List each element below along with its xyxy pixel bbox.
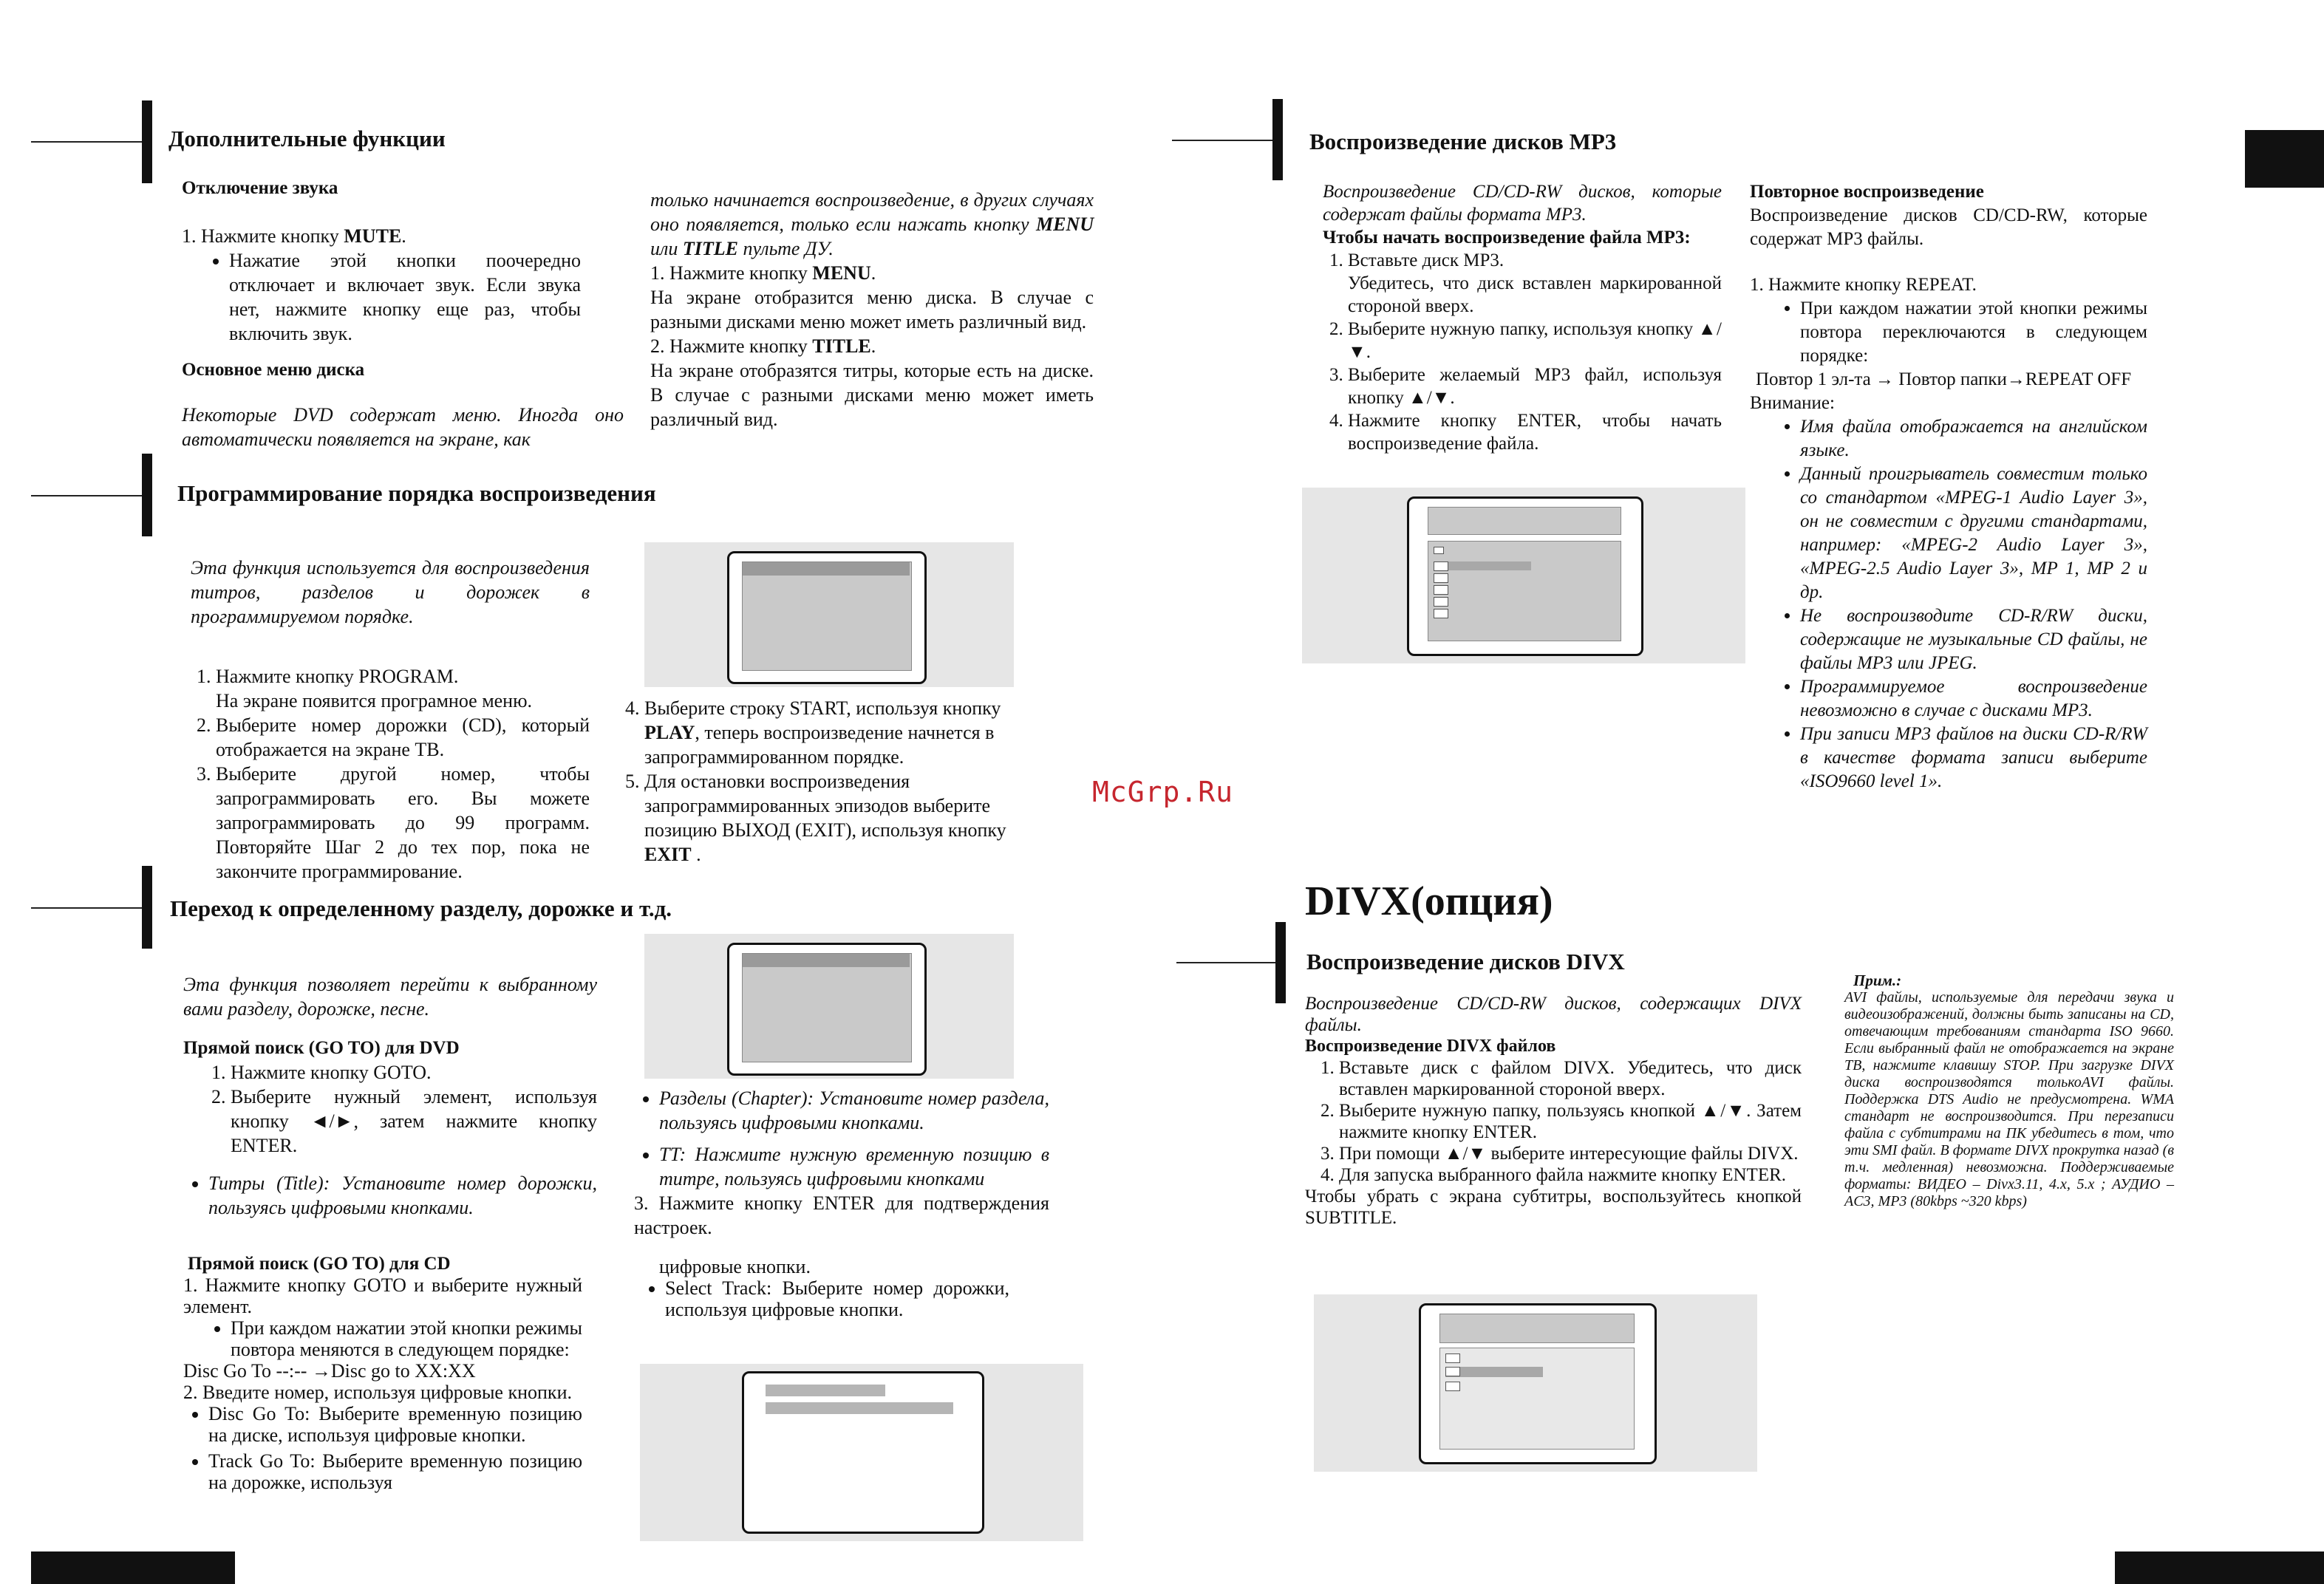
video-file-icon <box>1445 1367 1460 1376</box>
section-rule <box>1176 962 1277 963</box>
section-marker <box>1272 99 1283 180</box>
program-step-4: 4. Выберите строку START, используя кнопку PLAY, теперь воспроизведение начнется в запрограммированном порядке. <box>644 696 1052 769</box>
section-marker <box>142 454 152 536</box>
section-rule <box>31 907 142 909</box>
program-menu-display <box>742 561 912 671</box>
program-steps-continued <box>619 696 1052 867</box>
divx-note-title: Прим.: <box>1853 972 1902 989</box>
mp3-step-4: 4. Нажмите кнопку ENTER, чтобы начать воспроизведение файла. <box>1348 409 1722 455</box>
mute-block <box>182 176 624 451</box>
program-step-2: 2. Выберите номер дорожки (CD), который отображается на экране ТВ. <box>216 713 590 762</box>
section-marker <box>142 866 152 949</box>
mute-bullets <box>182 248 581 346</box>
divx-step-2: 2. Выберите нужную папку, пользуясь кнопкой ▲/▼. Затем нажмите кнопку ENTER. <box>1339 1100 1802 1143</box>
goto-bullet-chapter: • Разделы (Chapter): Установите номер раздела, пользуясь цифровыми кнопками. <box>659 1086 1049 1135</box>
goto-cd-bullet-track: • Track Go To: Выберите временную позицию на дорожке, используя <box>208 1450 582 1493</box>
program-step-5: 5. Для остановки воспроизведения запрограммированных эпизодов выберите позицию ВЫХОД (EXIT), используя кнопку EXIT . <box>644 769 1052 867</box>
goto-cd-col2 <box>640 1256 1009 1320</box>
program-menu-header-bar <box>743 562 910 576</box>
mp3-step-3: 3. Выберите желаемый MP3 файл, используя кнопку ▲/▼. <box>1348 363 1722 409</box>
goto-cd-bullets-2 <box>183 1403 582 1493</box>
file-icon <box>1434 561 1448 571</box>
mp3-note: • Программируемое воспроизведение невозможно в случае с дисками MP3. <box>1800 675 2147 723</box>
divx-block <box>1305 993 1802 1229</box>
goto-cd-block <box>183 1253 582 1493</box>
mp3-note: • Имя файла отображается на английском языке. <box>1800 415 2147 462</box>
file-icon <box>1434 585 1448 595</box>
divx-big-title: DIVX(опция) <box>1305 878 1553 924</box>
attention-label: Внимание: <box>1750 393 1835 413</box>
mp3-repeat-block <box>1750 180 2147 793</box>
file-icon <box>1434 573 1448 583</box>
divx-browser-list <box>1439 1348 1635 1450</box>
goto-cd-bullets <box>183 1317 582 1360</box>
divx-step-3: 3. При помощи ▲/▼ выберите интересующие файлы DIVX. <box>1339 1143 1802 1164</box>
mute-title: Отключение звука <box>182 178 338 198</box>
menu-step-1-text: На экране отобразится меню диска. В случае с разными дисками меню может иметь различный вид. <box>650 287 1094 332</box>
goto-dvd-steps <box>183 1060 597 1158</box>
section-title-goto: Переход к определенному разделу, дорожке и т.д. <box>170 895 672 921</box>
disc-menu-col2 <box>650 188 1094 431</box>
goto-dvd-display <box>742 953 912 1062</box>
goto-cd-sequence: Disc Go To --:-- →Disc go to XX:XX <box>183 1360 476 1382</box>
goto-dvd-header-bar <box>743 954 910 967</box>
goto-cd-cont: цифровые кнопки. <box>659 1256 811 1277</box>
goto-bullet-tt: • TT: Нажмите нужную временную позицию в титре, пользуясь цифровыми кнопками <box>659 1142 1049 1191</box>
mp3-step-2: 2. Выберите нужную папку, используя кнопку ▲/▼. <box>1348 318 1722 363</box>
goto-cd-bullet-select: • Select Track: Выберите номер дорожки, используя цифровые кнопки. <box>665 1277 1009 1320</box>
goto-cd-bullet-disc: • Disc Go To: Выберите временную позицию на диске, используя цифровые кнопки. <box>208 1403 582 1446</box>
goto-dvd-block <box>183 972 597 1220</box>
mute-bullet: • Нажатие этой кнопки поочередно отключает и включает звук. Если звука нет, нажмите кнопку еще раз, чтобы включить звук. <box>229 248 581 346</box>
page-tab-marker <box>2245 130 2324 188</box>
section-title-program: Программирование порядка воспроизведения <box>177 480 656 506</box>
program-step-1: 1. Нажмите кнопку PROGRAM. На экране появится програмное меню. <box>216 664 590 713</box>
divx-note-text: AVI файлы, используемые для передачи звука и видеоизображений, должны быть записаны на CD, отвечающим требованиям стандарта ISO 9660. Если выбранный файл не отображается на экране ТВ, нажмите клавишу STOP. При загрузке DIVX диска воспроизводятся толькоAVI файлы. Поддержка DTS Audio не предусмотрена. WMA стандарт не воспроизводится. При перезаписи файла с субтитрами на ПК убедитесь в том, что эти SMI файл. В формате DIVX прокрутка назад (в т.ч. медленная) невозможна. Поддерживаемые форматы: ВИДЕО – Divx3.11, 4.x, 5.x ; АУДИО – AC3, MP3 (80kbps ~320 kbps) <box>1844 989 2174 1209</box>
goto-dvd-title: Прямой поиск (GO TO) для DVD <box>183 1038 460 1058</box>
repeat-bullets <box>1750 297 2147 368</box>
disc-menu-intro: Некоторые DVD содержат меню. Иногда оно автоматически появляется на экране, как <box>182 404 624 450</box>
disc-menu-cont: только начинается воспроизведение, в других случаях оно появляется, только если нажать кнопку MENU или TITLE пульте ДУ. <box>650 189 1094 259</box>
section-rule <box>1172 140 1272 141</box>
goto-dvd-step-1: 1. Нажмите кнопку GOTO. <box>231 1060 597 1085</box>
divx-steps <box>1305 1057 1802 1186</box>
repeat-bullet: • При каждом нажатии этой кнопки режимы повтора переключаются в следующем порядке: <box>1800 297 2147 368</box>
program-steps <box>191 664 590 884</box>
mp3-step-1: 1. Вставьте диск MP3. Убедитесь, что диск вставлен маркированной стороной вверх. <box>1348 249 1722 318</box>
menu-step-2-text: На экране отобразятся титры, которые есть на диске. В случае с разными дисками меню может иметь различный вид. <box>650 360 1094 430</box>
mp3-note: • Не воспроизводите CD-R/RW диски, содержащие не музыкальные CD файлы, не файлы MP3 или JPEG. <box>1800 604 2147 675</box>
mp3-block <box>1323 180 1722 455</box>
goto-cd-bullet-1: • При каждом нажатии этой кнопки режимы повтора меняются в следующем порядке: <box>231 1317 582 1360</box>
program-block <box>191 556 590 884</box>
divx-files-title: Воспроизведение DIVX файлов <box>1305 1037 1556 1056</box>
goto-cd-field-2 <box>766 1402 953 1414</box>
section-title-divx: Воспроизведение дисков DIVX <box>1306 949 1625 974</box>
section-title-extra-functions: Дополнительные функции <box>168 126 446 151</box>
goto-cd-field-1 <box>766 1385 885 1396</box>
section-marker <box>1275 922 1286 1003</box>
goto-dvd-col2 <box>634 1086 1049 1240</box>
folder-icon <box>1434 547 1444 554</box>
divx-browser-header <box>1439 1314 1635 1343</box>
repeat-intro: Воспроизведение дисков CD/CD-RW, которые содержат MP3 файлы. <box>1750 205 2147 249</box>
mute-key: MUTE <box>344 225 402 247</box>
program-intro: Эта функция используется для воспроизведения титров, разделов и дорожек в программируемом порядке. <box>191 557 590 627</box>
goto-dvd-step-3: 3. Нажмите кнопку ENTER для подтверждения настроек. <box>634 1192 1049 1238</box>
goto-bullet-titles: • Титры (Title): Установите номер дорожки, пользуясь цифровыми кнопками. <box>208 1171 597 1220</box>
mp3-note: • При записи MP3 файлов на диски CD-R/RW в качестве формата записи выберите «ISO9660 level 1». <box>1800 723 2147 793</box>
folder-icon <box>1445 1353 1460 1363</box>
repeat-title: Повторное воспроизведение <box>1750 182 1984 202</box>
menu-step-1: 1. Нажмите кнопку MENU. <box>650 262 876 284</box>
repeat-step-1: 1. Нажмите кнопку REPEAT. <box>1750 275 1977 295</box>
goto-dvd-step-2: 2. Выберите нужный элемент, используя кнопку ◄/►, затем нажмите кнопку ENTER. <box>231 1085 597 1158</box>
divx-intro: Воспроизведение CD/CD-RW дисков, содержащих DIVX файлы. <box>1305 994 1802 1035</box>
goto-intro: Эта функция позволяет перейти к выбранному вами разделу, дорожке, песне. <box>183 974 597 1020</box>
section-rule <box>31 141 142 143</box>
mute-step-1: 1. Нажмите кнопку MUTE. <box>182 225 406 247</box>
watermark: McGrp.Ru <box>1092 776 1234 808</box>
section-title-mp3: Воспроизведение дисков MP3 <box>1309 129 1617 154</box>
file-icon <box>1434 609 1448 618</box>
mp3-steps <box>1323 249 1722 455</box>
page-footer-bar <box>31 1551 235 1584</box>
goto-cd-col2-bullets <box>640 1277 1009 1320</box>
divx-note-block <box>1844 972 2174 1210</box>
disc-menu-title: Основное меню диска <box>182 360 365 380</box>
goto-cd-title: Прямой поиск (GO TO) для CD <box>188 1254 451 1274</box>
divx-step-1: 1. Вставьте диск с файлом DIVX. Убедитесь, что диск вставлен маркированной стороной вверх. <box>1339 1057 1802 1100</box>
video-file-icon <box>1445 1382 1460 1391</box>
program-step-3: 3. Выберите другой номер, чтобы запрограммировать его. Вы можете запрограммировать до 99 программ. Повторяйте Шаг 2 до тех пор, пока не закончите программирование. <box>216 762 590 884</box>
divx-subtitle-note: Чтобы убрать с экрана субтитры, воспользуйтесь кнопкой SUBTITLE. <box>1305 1187 1802 1228</box>
mp3-browser-header <box>1428 507 1621 535</box>
file-icon <box>1434 597 1448 607</box>
goto-cd-step-1: 1. Нажмите кнопку GOTO и выберите нужный элемент. <box>183 1274 582 1317</box>
mp3-notes <box>1750 415 2147 793</box>
section-rule <box>31 495 142 496</box>
goto-dvd-bullets-col2 <box>634 1086 1049 1191</box>
page-footer-bar <box>2115 1551 2324 1584</box>
goto-cd-step-2: 2. Введите номер, используя цифровые кнопки. <box>183 1382 572 1403</box>
mp3-start-title: Чтобы начать воспроизведение файла MP3: <box>1323 228 1691 248</box>
goto-dvd-titles <box>183 1171 597 1220</box>
program-steps-col2 <box>619 696 1052 867</box>
mp3-note: • Данный проигрыватель совместим только со стандартом «MPEG-1 Audio Layer 3», он не совместим с другими стандартами, например: «MPEG-2 Audio Layer 3», «MPEG-2.5 Audio Layer 3», MP 1, MP 2 и др. <box>1800 462 2147 604</box>
repeat-sequence: Повтор 1 эл-та → Повтор папки→REPEAT OFF <box>1756 369 2132 389</box>
section-marker <box>142 100 152 183</box>
mp3-intro: Воспроизведение CD/CD-RW дисков, которые содержат файлы формата MP3. <box>1323 182 1722 225</box>
menu-step-2: 2. Нажмите кнопку TITLE. <box>650 335 876 357</box>
mp3-browser-list <box>1428 541 1621 641</box>
divx-step-4: 4. Для запуска выбранного файла нажмите кнопку ENTER. <box>1339 1164 1802 1186</box>
